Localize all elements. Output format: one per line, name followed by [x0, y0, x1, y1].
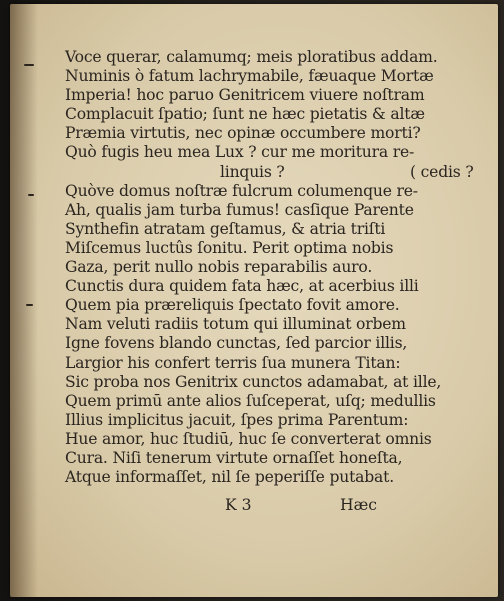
text-line: Gaza, perit nullo nobis reparabilis auro.: [65, 258, 373, 277]
text-line: Numinis ò fatum lachrymabile, fæuaque Mortæ: [65, 67, 434, 86]
text-line: Atque informaſſet, nil ſe peperiſſe putabat.: [65, 468, 394, 487]
text-line: Igne fovens blando cunctas, ſed parcior illis,: [65, 334, 408, 353]
text-line: Largior his confert terris ſua munera Titan:: [65, 353, 401, 372]
text-line: Imperia! hoc paruo Genitricem viuere noſtram: [65, 86, 425, 105]
text-line: Complacuit ſpatio; ſunt ne hæc pietatis & altæ: [65, 105, 425, 124]
page-gutter: [10, 4, 38, 597]
text-line: Cura. Niſi tenerum virtute ornaſſet honeſta,: [65, 448, 403, 467]
text-line: Illius implicitus jacuit, ſpes prima Parentum:: [65, 410, 409, 429]
text-line: Nam veluti radiis totum qui illuminat orbem: [65, 315, 406, 334]
ink-mark: [26, 304, 33, 306]
book-page: [10, 4, 498, 597]
text-line: Cunctis dura quidem fata hæc, at acerbius illi: [65, 277, 419, 296]
page-footer: [65, 496, 495, 516]
split-line-right: ( cedis ?: [410, 162, 474, 181]
text-line: Præmia virtutis, nec opinæ occumbere morti?: [65, 124, 421, 143]
text-line: Ah, qualis jam turba fumus! casſique Parente: [65, 200, 414, 219]
text-line: Quò fugis heu mea Lux ? cur me moritura re-: [65, 143, 415, 162]
text-line: Quem pia præreliquis ſpectato fovit amore.: [65, 296, 400, 315]
split-line-left: linquis ?: [220, 162, 285, 181]
signature-mark: K 3: [225, 496, 252, 514]
ink-mark: [28, 194, 34, 196]
text-line: Quem primū ante alios ſuſceperat, uſq; medullis: [65, 391, 436, 410]
ink-mark: [24, 64, 34, 66]
catchword: Hæc: [340, 496, 377, 514]
text-line: Miſcemus luctûs ſonitu. Perit optima nobis: [65, 238, 394, 257]
text-line: Synthefin atratam geſtamus, & atria triſti: [65, 219, 386, 238]
text-line: Quòve domus noſtræ fulcrum columenque re-: [65, 181, 418, 200]
split-line: [65, 163, 495, 182]
text-line: Voce querar, calamumq; meis ploratibus addam.: [65, 48, 438, 66]
text-line: Hue amor, huc ſtudiū, huc ſe converterat omnis: [65, 429, 432, 448]
text-line: Sic proba nos Genitrix cunctos adamabat, at ille,: [65, 372, 442, 391]
page-text: [65, 48, 495, 487]
